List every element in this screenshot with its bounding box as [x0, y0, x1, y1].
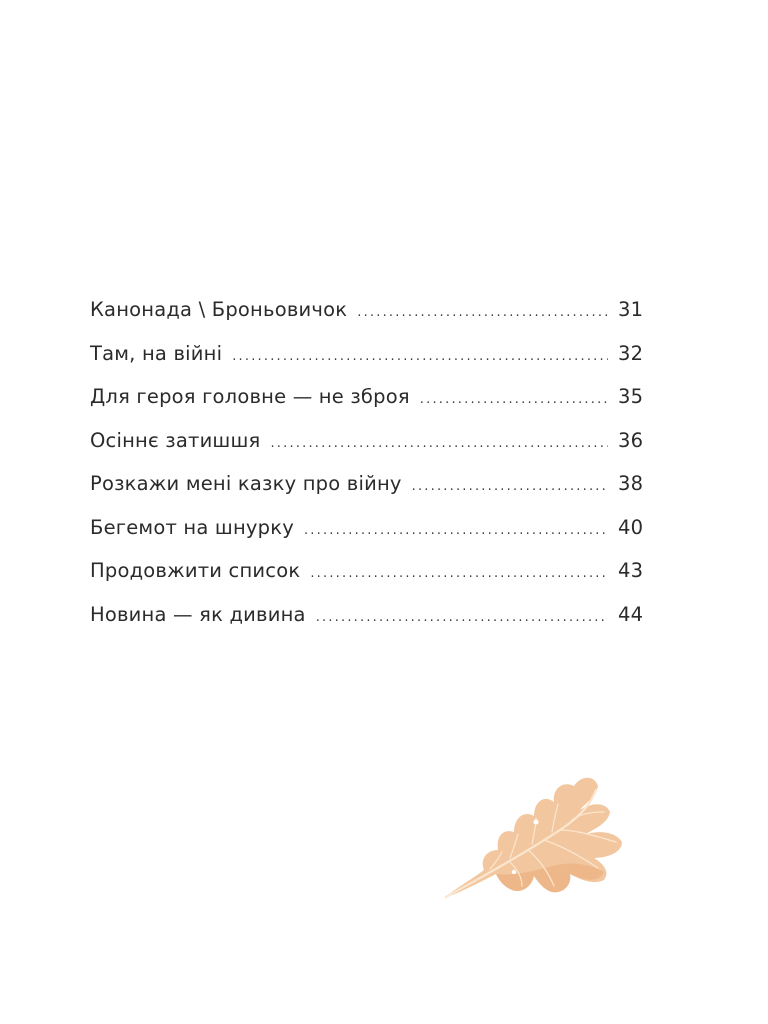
toc-entry[interactable]	[90, 341, 644, 386]
toc-leader-dots	[270, 436, 608, 451]
toc-entry[interactable]	[90, 559, 644, 603]
toc-entry[interactable]	[90, 298, 644, 342]
toc-entry-page: 36	[618, 428, 644, 452]
toc-entry-title: Розкажи мені казку про війну	[90, 472, 402, 495]
toc-entry-title: Продовжити список	[90, 559, 301, 582]
toc-entry-title: Бегемот на шнурку	[90, 515, 294, 539]
toc-leader-dots	[310, 566, 608, 581]
toc-entry[interactable]	[90, 428, 644, 473]
toc-entry-page: 40	[618, 515, 644, 539]
toc-entry-page: 44	[618, 602, 644, 626]
table-of-contents	[90, 298, 644, 646]
toc-entry-title: Новина — як дивина	[90, 602, 306, 626]
leaf-hole	[534, 820, 539, 825]
oak-leaf-icon	[440, 772, 635, 907]
toc-entry-page: 32	[618, 341, 644, 365]
toc-entry[interactable]	[90, 602, 644, 647]
toc-leader-dots	[420, 392, 608, 407]
toc-entry-title: Там, на війні	[90, 341, 223, 365]
toc-leader-dots	[316, 610, 608, 625]
toc-entry-page: 35	[618, 385, 644, 408]
leaf-hole	[512, 870, 516, 874]
toc-entry[interactable]	[90, 515, 644, 560]
toc-leader-dots	[304, 523, 608, 538]
toc-leader-dots	[412, 479, 608, 494]
toc-leader-dots	[357, 305, 608, 320]
toc-entry-title: Для героя головне — не зброя	[90, 385, 410, 408]
toc-leader-dots	[232, 349, 608, 364]
toc-entry-page: 38	[618, 472, 644, 495]
toc-entry-title: Осіннє затишшя	[90, 428, 261, 452]
toc-entry-page: 43	[618, 559, 644, 582]
toc-entry-page: 31	[618, 298, 644, 321]
toc-entry[interactable]	[90, 472, 644, 516]
toc-entry[interactable]	[90, 385, 644, 429]
toc-entry-title: Канонада \ Броньовичок	[90, 298, 348, 321]
